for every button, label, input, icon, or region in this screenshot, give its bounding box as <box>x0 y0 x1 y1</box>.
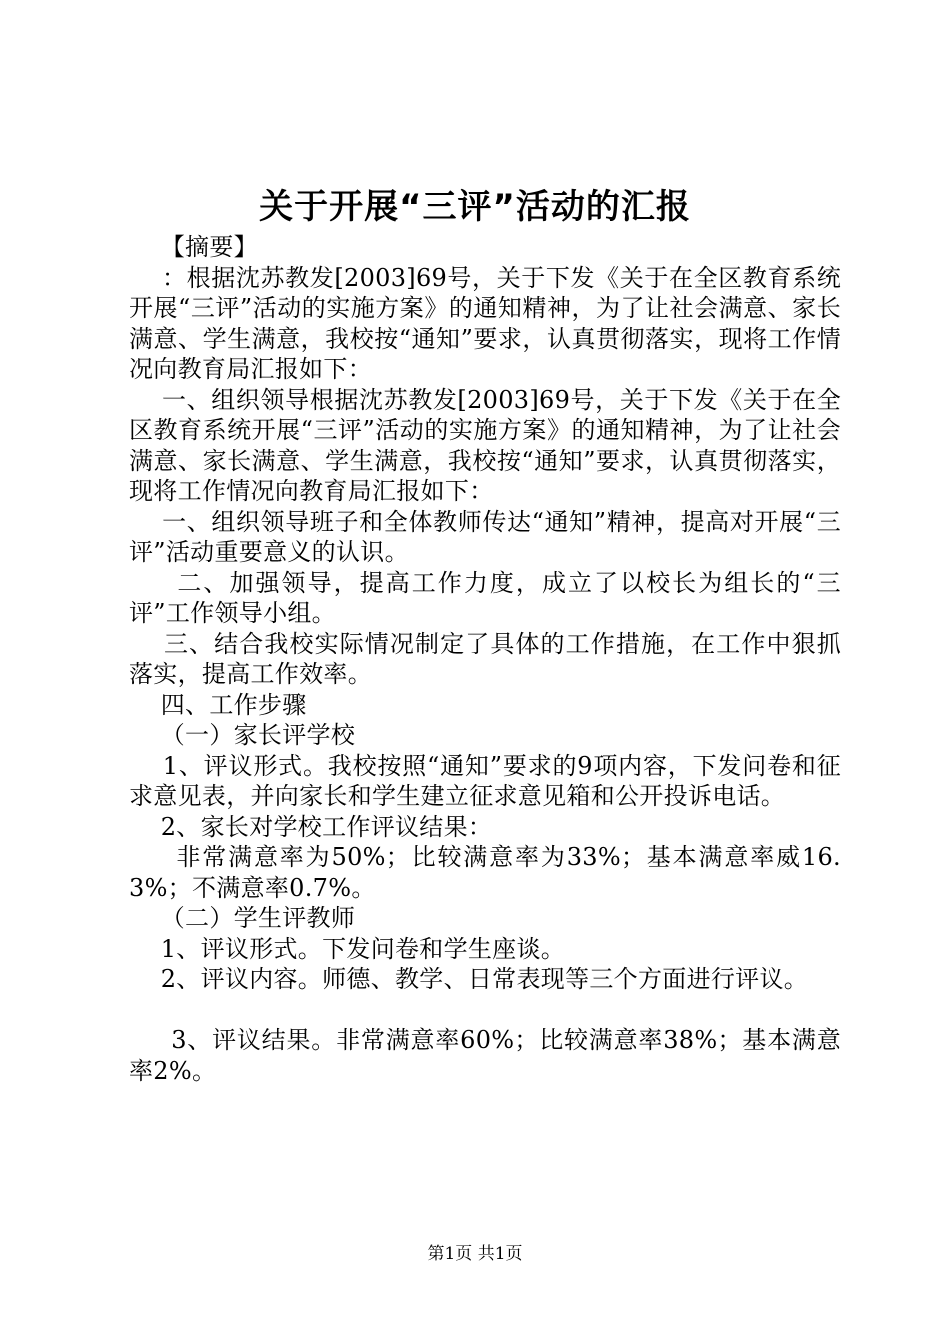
paragraph-students-form: 1、评议形式。下发问卷和学生座谈。 <box>129 934 566 963</box>
paragraph-parents-result: 非常满意率为50%；比较满意率为33%；基本满意率威16.3%；不满意率0.7%。 <box>129 843 841 902</box>
blank-line <box>129 995 841 1026</box>
paragraph-students-result: 3、评议结果。非常满意率60%；比较满意率38%；基本满意率2%。 <box>129 1026 841 1085</box>
paragraph-organization: 一、组织领导根据沈苏教发[2003]69号，关于下发《关于在全区教育系统开展“三评”活动的实施方案》的通知精神，为了让社会满意、家长满意、学生满意，我校按“通知”要求，认真贯彻落实，现将工作情况向教育局汇报如下： <box>129 385 841 505</box>
paragraph-item-1: 一、组织领导班子和全体教师传达“通知”精神，提高对开展“三评”活动重要意义的认识。 <box>129 507 841 566</box>
page-footer: 第1页 共1页 <box>427 1244 523 1264</box>
abstract-heading: 【摘要】 <box>129 233 258 261</box>
paragraph-item-3: 三、结合我校实际情况制定了具体的工作措施，在工作中狠抓落实，提高工作效率。 <box>129 629 841 688</box>
paragraph-parents-result-heading: 2、家长对学校工作评议结果： <box>129 812 493 841</box>
subsection-heading-students: （二）学生评教师 <box>129 904 356 932</box>
paragraph-parents-form: 1、评议形式。我校按照“通知”要求的9项内容，下发问卷和征求意见表，并向家长和学生建立征求意见箱和公开投诉电话。 <box>129 751 841 810</box>
paragraph-intro: ：根据沈苏教发[2003]69号，关于下发《关于在全区教育系统开展“三评”活动的实施方案》的通知精神，为了让社会满意、家长满意、学生满意，我校按“通知”要求，认真贯彻落实，现将工作情况向教育局汇报如下： <box>129 263 841 383</box>
paragraph-students-content: 2、评议内容。师德、教学、日常表现等三个方面进行评议。 <box>129 965 809 993</box>
section-heading-steps: 四、工作步骤 <box>129 690 307 719</box>
document-body <box>129 232 841 1086</box>
document-title: 关于开展“三评”活动的汇报 <box>259 187 691 227</box>
paragraph-item-2: 二、加强领导，提高工作力度，成立了以校长为组长的“三评”工作领导小组。 <box>129 568 841 627</box>
subsection-heading-parents: （一）家长评学校 <box>129 721 356 749</box>
